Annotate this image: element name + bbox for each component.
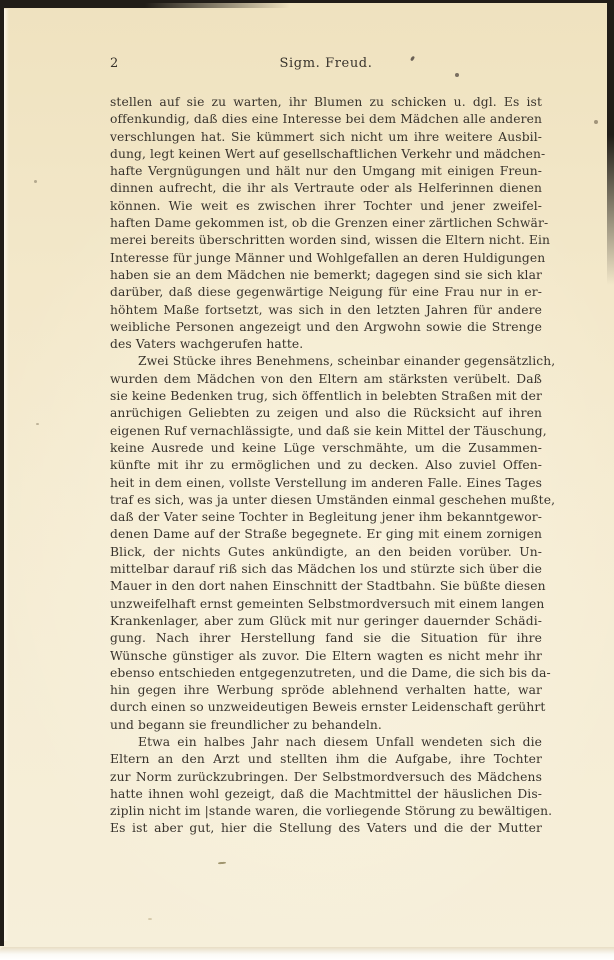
text-line: durch einen so unzweideutigen Beweis ernster Leidenschaft gerührt	[110, 700, 546, 715]
text-line: sie keine Bedenken trug, sich öffentlich in belebten Straßen mit der	[110, 389, 542, 404]
paragraph	[110, 734, 553, 838]
text-line: des Vaters wachgerufen hatte.	[110, 337, 304, 352]
text-line: Krankenlager, aber zum Glück mit nur geringer dauernder Schädi-	[110, 613, 542, 628]
ink-speck	[36, 423, 39, 425]
text-line: unzweifelhaft ernst gemeinten Selbstmordversuch mit einem langen	[110, 596, 545, 611]
text-line: Etwa ein halbes Jahr nach diesem Unfall wendeten sich die	[138, 734, 542, 749]
text-line: keine Ausrede und keine Lüge verschmähte, um die Zusammen-	[110, 440, 542, 455]
scan-edge-top	[0, 0, 614, 3]
text-line: heit in dem einen, vollste Verstellung im anderen Falle. Eines Tages	[110, 475, 542, 490]
text-line: Es ist aber gut, hier die Stellung des Vaters und die der Mutter	[110, 821, 542, 836]
paragraph	[110, 94, 550, 353]
text-line: anrüchigen Geliebten zu zeigen und also die Rücksicht auf ihren	[110, 406, 542, 421]
text-line: ebenso entschieden entgegenzutreten, und die Dame, die sich bis da-	[110, 665, 551, 680]
text-line: eigenen Ruf vernachlässigte, und daß sie kein Mittel der Täuschung,	[110, 423, 547, 438]
text-line: offenkundig, daß dies eine Interesse bei dem Mädchen alle anderen	[110, 112, 542, 127]
text-line: wurden dem Mädchen von den Eltern am stärksten verübelt. Daß	[110, 371, 542, 386]
text-line: dung, legt keinen Wert auf gesellschaftlichen Verkehr und mädchen-	[110, 146, 546, 161]
text-line: Mauer in den dort nahen Einschnitt der Stadtbahn. Sie büßte diesen	[110, 579, 546, 594]
text-line: hin gegen ihre Werbung spröde ablehnend verhalten hatte, war	[110, 683, 542, 698]
text-line: ziplin nicht im |stande waren, die vorliegende Störung zu bewältigen.	[110, 804, 553, 819]
text-line: zur Norm zurückzubringen. Der Selbstmordversuch des Mädchens	[110, 769, 542, 784]
text-line: Zwei Stücke ihres Benehmens, scheinbar einander gegensätzlich,	[138, 354, 556, 369]
text-line: weibliche Personen angezeigt und den Argwohn sowie die Strenge	[110, 319, 542, 334]
text-line: verschlungen hat. Sie kümmert sich nicht um ihre weitere Ausbil-	[110, 129, 542, 144]
text-line: traf es sich, was ja unter diesen Umständen einmal geschehen mußte,	[110, 492, 556, 507]
text-line: Wünsche günstiger als zuvor. Die Eltern wagten es nicht mehr ihr	[110, 648, 542, 663]
body-text	[110, 94, 556, 838]
text-line: mittelbar darauf riß sich das Mädchen los und stürzte sich über die	[110, 562, 542, 577]
text-line: hafte Vergnügungen und hält nur den Umgang mit einigen Freun-	[110, 164, 542, 179]
scan-edge-top-left	[0, 0, 290, 8]
text-line: haften Dame gekommen ist, ob die Grenzen einer zärtlichen Schwär-	[110, 216, 549, 231]
ink-speck	[148, 918, 152, 920]
scan-edge-right	[607, 0, 614, 300]
text-line: Blick, der nichts Gutes ankündigte, an den beiden vorüber. Un-	[110, 544, 542, 559]
text-line: Eltern an den Arzt und stellten ihm die Aufgabe, ihre Tochter	[110, 752, 542, 767]
page-number: 2	[110, 56, 119, 71]
page-header	[110, 56, 542, 76]
text-line: und begann sie freundlicher zu behandeln.	[110, 717, 382, 732]
text-line: stellen auf sie zu warten, ihr Blumen zu schicken u. dgl. Es ist	[110, 95, 542, 109]
text-line: denen Dame auf der Straße begegnete. Er ging mit einem zornigen	[110, 527, 542, 542]
text-line: höhtem Maße fortsetzt, was sich in den letzten Jahren für andere	[110, 302, 542, 317]
text-line: Interesse für junge Männer und Wohlgefallen an deren Huldigungen	[110, 250, 546, 265]
ink-speck	[594, 120, 598, 124]
scan-edge-bottom	[0, 947, 614, 960]
text-line: gung. Nach ihrer Herstellung fand sie die Situation für ihre	[110, 631, 542, 646]
text-line: merei bereits überschritten worden sind, wissen die Eltern nicht. Ein	[110, 233, 550, 248]
scan-edge-left-highlight	[4, 9, 9, 941]
ink-speck	[218, 862, 226, 865]
text-line: künfte mit ihr zu ermöglichen und zu decken. Also zuviel Offen-	[110, 458, 542, 473]
paragraph	[110, 353, 556, 734]
text-line: dinnen aufrecht, die ihr als Vertraute oder als Helferinnen dienen	[110, 181, 542, 196]
text-line: können. Wie weit es zwischen ihrer Tochter und jener zweifel-	[110, 198, 542, 213]
text-line: daß der Vater seine Tochter in Begleitung jener ihm bekanntgewor-	[110, 510, 542, 525]
scan-edge-left	[0, 0, 4, 946]
text-line: haben sie an dem Mädchen nie bemerkt; dagegen sind sie sich klar	[110, 267, 542, 282]
ink-speck	[34, 180, 37, 183]
running-title: Sigm. Freud.	[279, 56, 373, 71]
text-line: darüber, daß diese gegenwärtige Neigung für eine Frau nur in er-	[110, 285, 542, 300]
text-line: hatte ihnen wohl gezeigt, daß die Machtmittel der häuslichen Dis-	[110, 786, 542, 801]
